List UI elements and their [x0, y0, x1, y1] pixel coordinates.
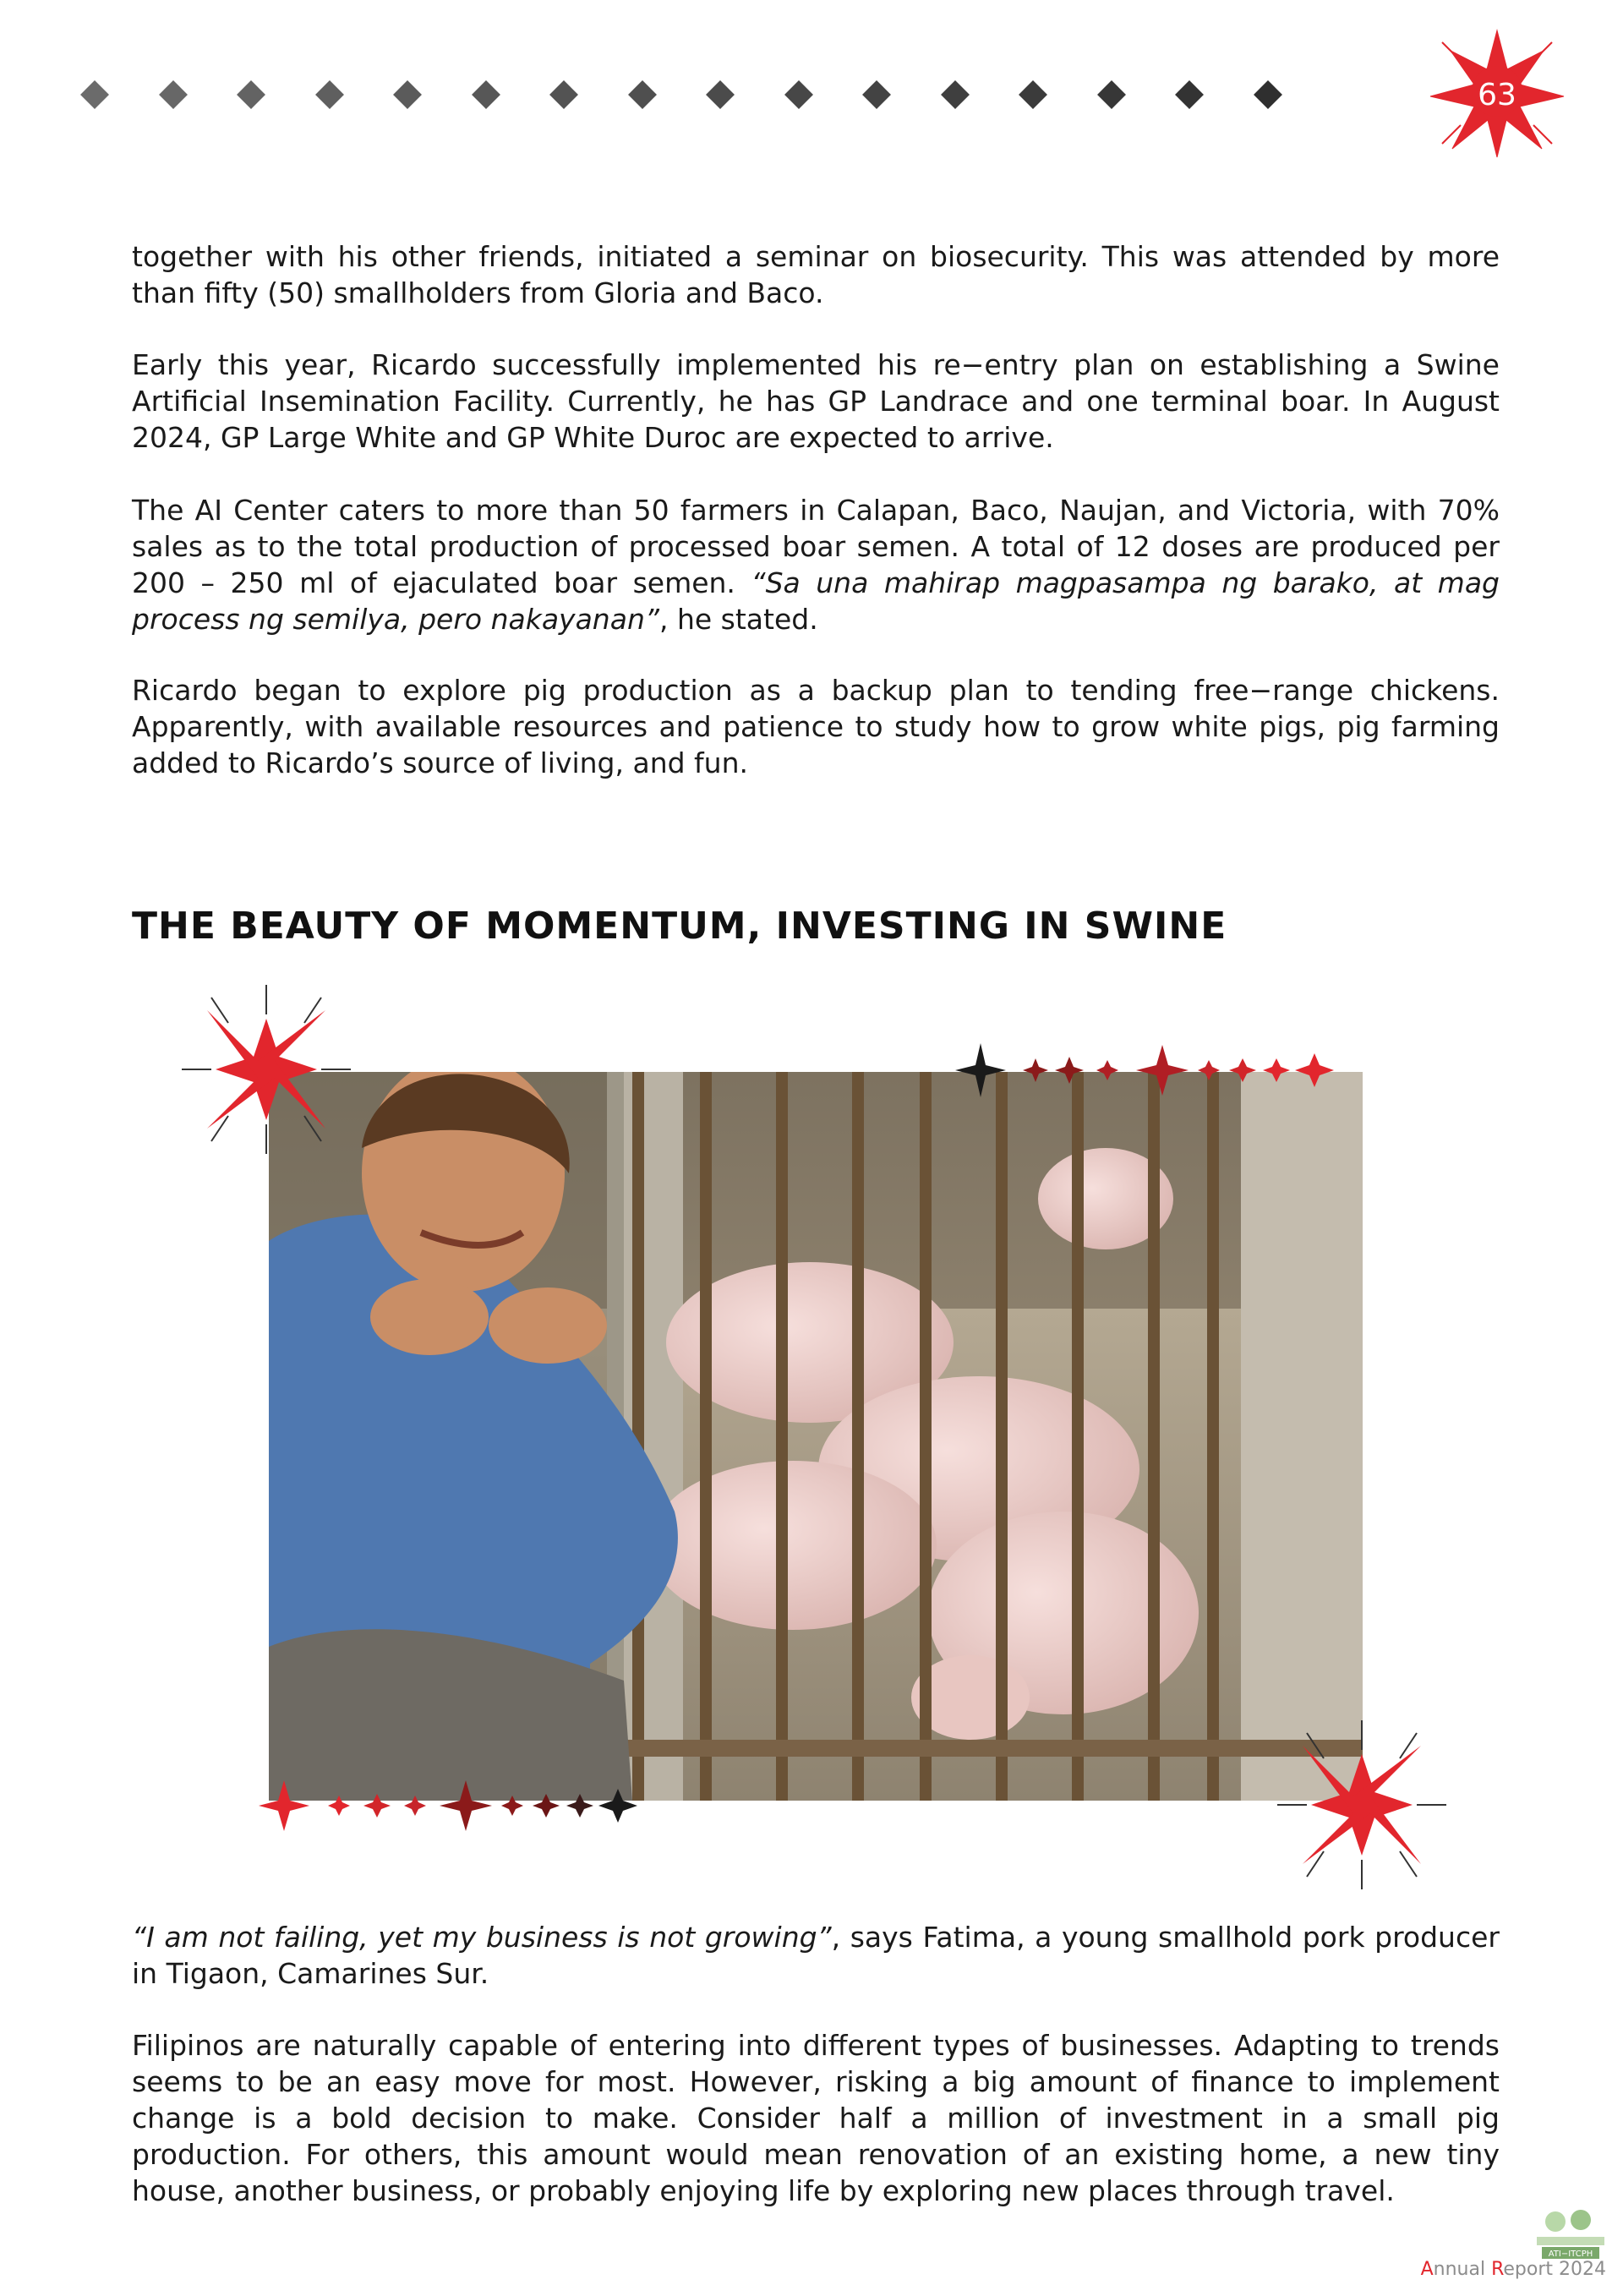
header-diamond — [628, 80, 657, 109]
woman-with-piglets-photo — [269, 1072, 1363, 1801]
header-diamond — [706, 80, 735, 109]
star-row-decoration-bottom — [259, 1777, 648, 1836]
photo-illustration — [269, 1072, 1363, 1801]
page-number: 63 — [1478, 78, 1516, 112]
paragraph-pig-production: Ricardo began to explore pig production as a backup plan to tending free−range chickens. Apparently, with available resources and patience to study how to grow white pigs, pig farming added to Ricardo’s source of living, and fun. — [132, 674, 1500, 779]
fatima-quote-tail: , says Fatima, a young smallhold pork producer in Tigaon, Camarines Sur. — [132, 1921, 1500, 1990]
header-diamond — [941, 80, 970, 109]
starburst-decoration-top-left — [178, 981, 355, 1158]
ai-center-text: The AI Center caters to more than 50 farmers in Calapan, Baco, Naujan, and Victoria, with 70% sales as to the total production of processed boar semen. A total of 12 doses are produced per 200 – 250 ml of ejaculated boar semen. — [132, 494, 1500, 599]
header-diamond — [393, 80, 422, 109]
paragraph-filipino-business: Filipinos are naturally capable of entering into different types of businesses. Adapting to trends seems to be an easy move for most. However, risking a big amount of finance to implement change is a bold decision to make. Consider half a million of investment in a small pig production. For others, this amount would mean renovation of an existing home, a new tiny house, another business, or probably enjoying life by exploring new places through travel. — [132, 2029, 1500, 2207]
ai-center-quote: “Sa una mahirap magpasampa ng barako, at mag process ng semilya, pero nakayanan” — [132, 566, 1500, 636]
header-diamond — [549, 80, 578, 109]
header-diamond-row — [85, 85, 1302, 113]
header-diamond — [159, 80, 188, 109]
paragraph-ai-center — [132, 492, 1500, 637]
fatima-quote: “I am not failing, yet my business is not growing” — [132, 1921, 832, 1954]
header-diamond — [784, 80, 813, 109]
section-heading: THE BEAUTY OF MOMENTUM, INVESTING IN SWINE — [132, 905, 1227, 948]
star-row-decoration-top — [955, 1041, 1336, 1101]
header-diamond — [80, 80, 109, 109]
header-diamond — [472, 80, 500, 109]
ati-logo — [1537, 2208, 1604, 2259]
paragraph-reentry-plan: Early this year, Ricardo successfully implemented his re−entry plan on establishing a Swine Artificial Insemination Facility. Currently, he has GP Landrace and one terminal boar. In August 2024, GP Large White and GP White Duroc are expected to arrive. — [132, 348, 1500, 454]
footer-r: R — [1491, 2259, 1504, 2280]
paragraph-biosecurity: together with his other friends, initiated a seminar on biosecurity. This was attended by more than fifty (50) smallholders from Gloria and Baco. — [132, 240, 1500, 309]
footer-nnual: nnual — [1433, 2259, 1492, 2280]
header-diamond — [1097, 80, 1126, 109]
header-diamond — [1254, 80, 1282, 109]
header-diamond — [1175, 80, 1204, 109]
header-diamond — [862, 80, 891, 109]
header-diamond — [237, 80, 265, 109]
footer-report-label — [1421, 2259, 1606, 2280]
starburst-decoration-bottom-right — [1273, 1716, 1451, 1894]
paragraph-fatima-quote — [132, 1919, 1500, 1992]
ai-center-tail: , he stated. — [658, 603, 818, 636]
header-diamond — [1019, 80, 1047, 109]
footer-rest: eport 2024 — [1503, 2259, 1606, 2280]
logo-caption: ATI−ITCPH — [1548, 2250, 1593, 2259]
footer-a: A — [1420, 2259, 1434, 2280]
header-diamond — [315, 80, 344, 109]
